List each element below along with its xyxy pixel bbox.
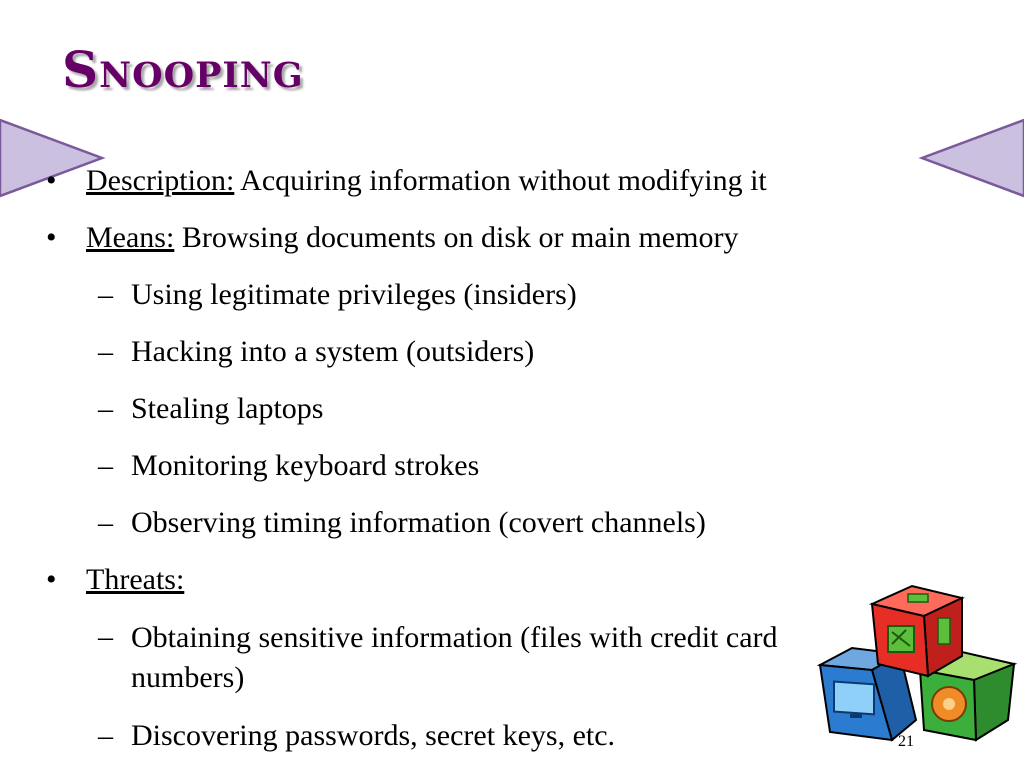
dash-marker: – — [98, 620, 113, 653]
slide-body — [40, 162, 840, 774]
bullet-means — [40, 219, 840, 257]
sub-bullet — [40, 504, 840, 542]
bullet-marker: • — [46, 164, 57, 197]
sub-bullet — [40, 447, 840, 485]
sub-bullet — [40, 618, 840, 698]
bullet-marker: • — [46, 221, 57, 254]
dash-marker: – — [98, 335, 113, 368]
dash-marker: – — [98, 449, 113, 482]
sub-bullet — [40, 390, 840, 428]
sub-bullet — [40, 276, 840, 314]
sub-bullet-text: Monitoring keyboard strokes — [131, 449, 480, 482]
sub-bullet-text: Using legitimate privileges (insiders) — [131, 278, 577, 311]
right-arrow-decoration — [918, 118, 1024, 198]
sub-bullet-text: Stealing laptops — [131, 392, 324, 425]
dash-marker: – — [98, 719, 113, 752]
sub-bullet-text: Hacking into a system (outsiders) — [131, 335, 535, 368]
sub-bullet-text: Discovering passwords, secret keys, etc. — [131, 719, 616, 752]
sub-bullet — [40, 333, 840, 371]
sub-bullet-text: Observing timing information (covert channels) — [131, 506, 706, 539]
dash-marker: – — [98, 392, 113, 425]
dash-marker: – — [98, 278, 113, 311]
bullet-threats — [40, 561, 840, 599]
bullet-text: Browsing documents on disk or main memory — [174, 221, 739, 254]
slide-title: Snooping — [62, 40, 304, 99]
bullet-text: Acquiring information without modifying it — [234, 164, 767, 197]
computer-blocks-icon — [812, 580, 1024, 748]
bullet-label: Threats: — [86, 563, 185, 596]
sub-bullet — [40, 717, 840, 755]
bullet-marker: • — [46, 563, 57, 596]
sub-bullet-text: Obtaining sensitive information (files with credit card numbers) — [131, 621, 778, 694]
dash-marker: – — [98, 506, 113, 539]
bullet-description — [40, 162, 840, 200]
bullet-label: Description: — [86, 164, 235, 197]
page-number: 21 — [898, 733, 914, 750]
bullet-label: Means: — [86, 221, 175, 254]
